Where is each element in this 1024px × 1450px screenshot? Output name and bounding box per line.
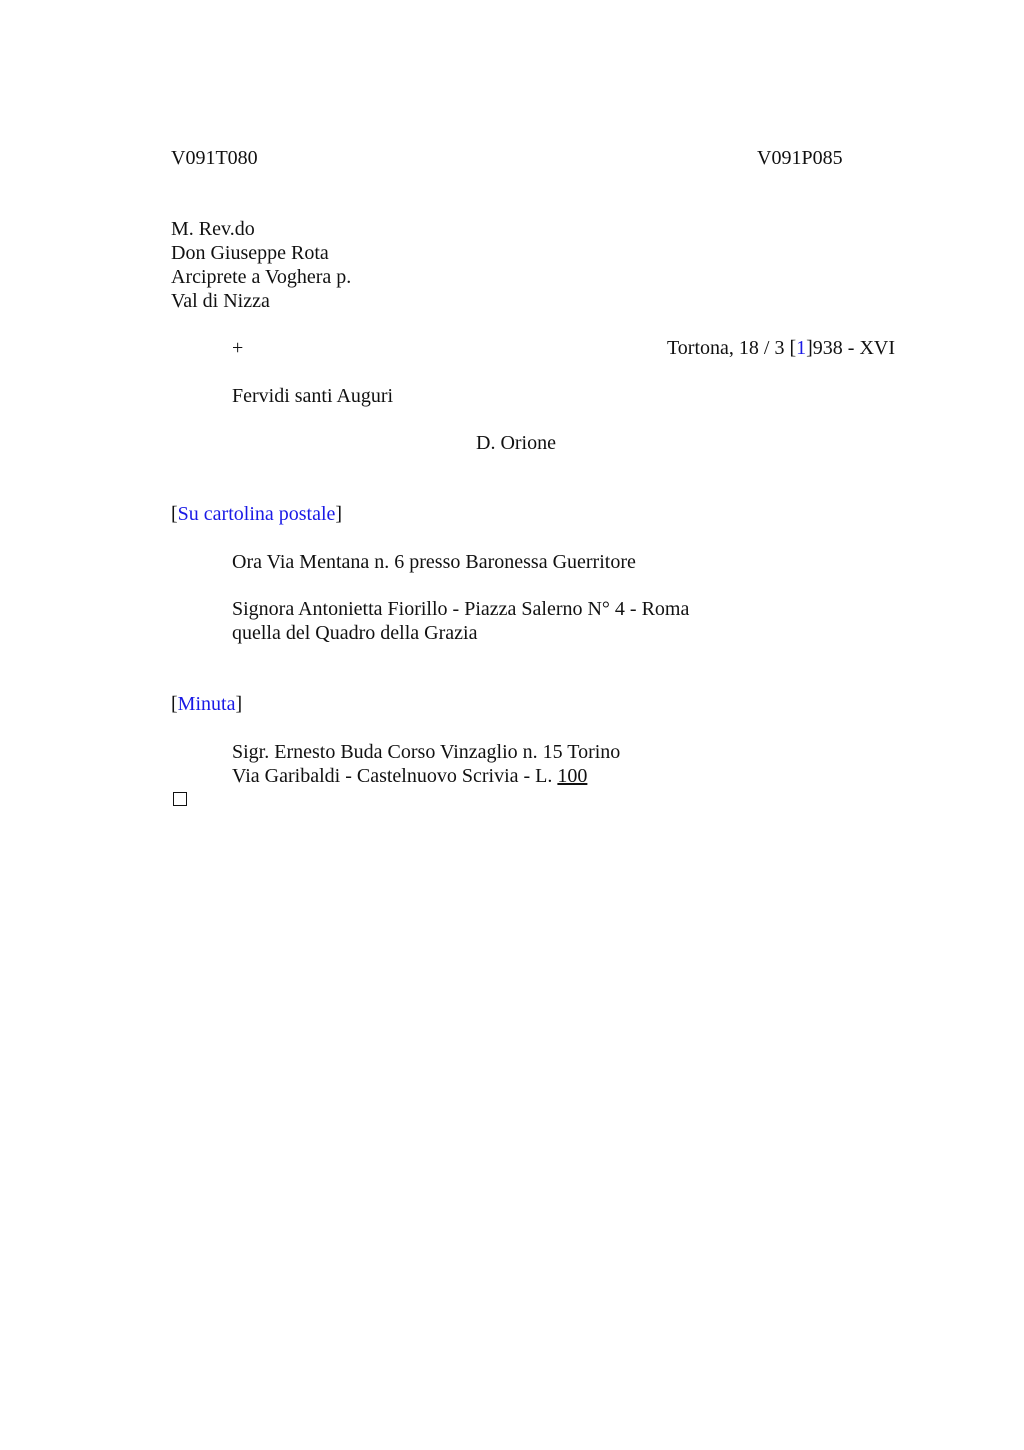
letter-date <box>667 336 895 360</box>
addressee-place: Val di Nizza <box>171 290 270 312</box>
bracket-close: ] <box>235 693 243 715</box>
draft-line: Sigr. Ernesto Buda Corso Vinzaglio n. 15 Torino <box>232 741 621 763</box>
bracket-open: [ <box>171 503 178 525</box>
letter-body: Fervidi santi Auguri <box>232 385 394 407</box>
bracket-close: ] <box>335 503 343 525</box>
postcard-line: Ora Via Mentana n. 6 presso Baronessa Guerritore <box>232 551 636 573</box>
document-code-left: V091T080 <box>171 147 258 169</box>
section-heading-draft <box>171 692 242 716</box>
bracket-open: [ <box>171 693 178 715</box>
cross-symbol: + <box>232 337 244 359</box>
date-editorial-insert: 1 <box>796 337 807 359</box>
draft-amount: 100 <box>557 765 588 787</box>
section-heading-postcard <box>171 502 342 526</box>
addressee-name: Don Giuseppe Rota <box>171 242 329 264</box>
end-marker-square-icon <box>173 792 187 806</box>
postcard-line: quella del Quadro della Grazia <box>232 622 478 644</box>
draft-line <box>232 764 587 788</box>
letter-signature: D. Orione <box>476 432 556 454</box>
date-prefix: Tortona, 18 / 3 [ <box>666 337 797 359</box>
draft-address: Via Garibaldi - Castelnuovo Scrivia - L. <box>232 765 558 787</box>
editorial-note: Su cartolina postale <box>177 503 336 525</box>
addressee-title: M. Rev.do <box>171 218 255 240</box>
postcard-line: Signora Antonietta Fiorillo - Piazza Salerno N° 4 - Roma <box>232 598 690 620</box>
document-code-right: V091P085 <box>757 147 843 169</box>
addressee-role: Arciprete a Voghera p. <box>171 266 352 288</box>
editorial-note: Minuta <box>177 693 236 715</box>
date-suffix: ]938 - XVI <box>806 337 895 359</box>
